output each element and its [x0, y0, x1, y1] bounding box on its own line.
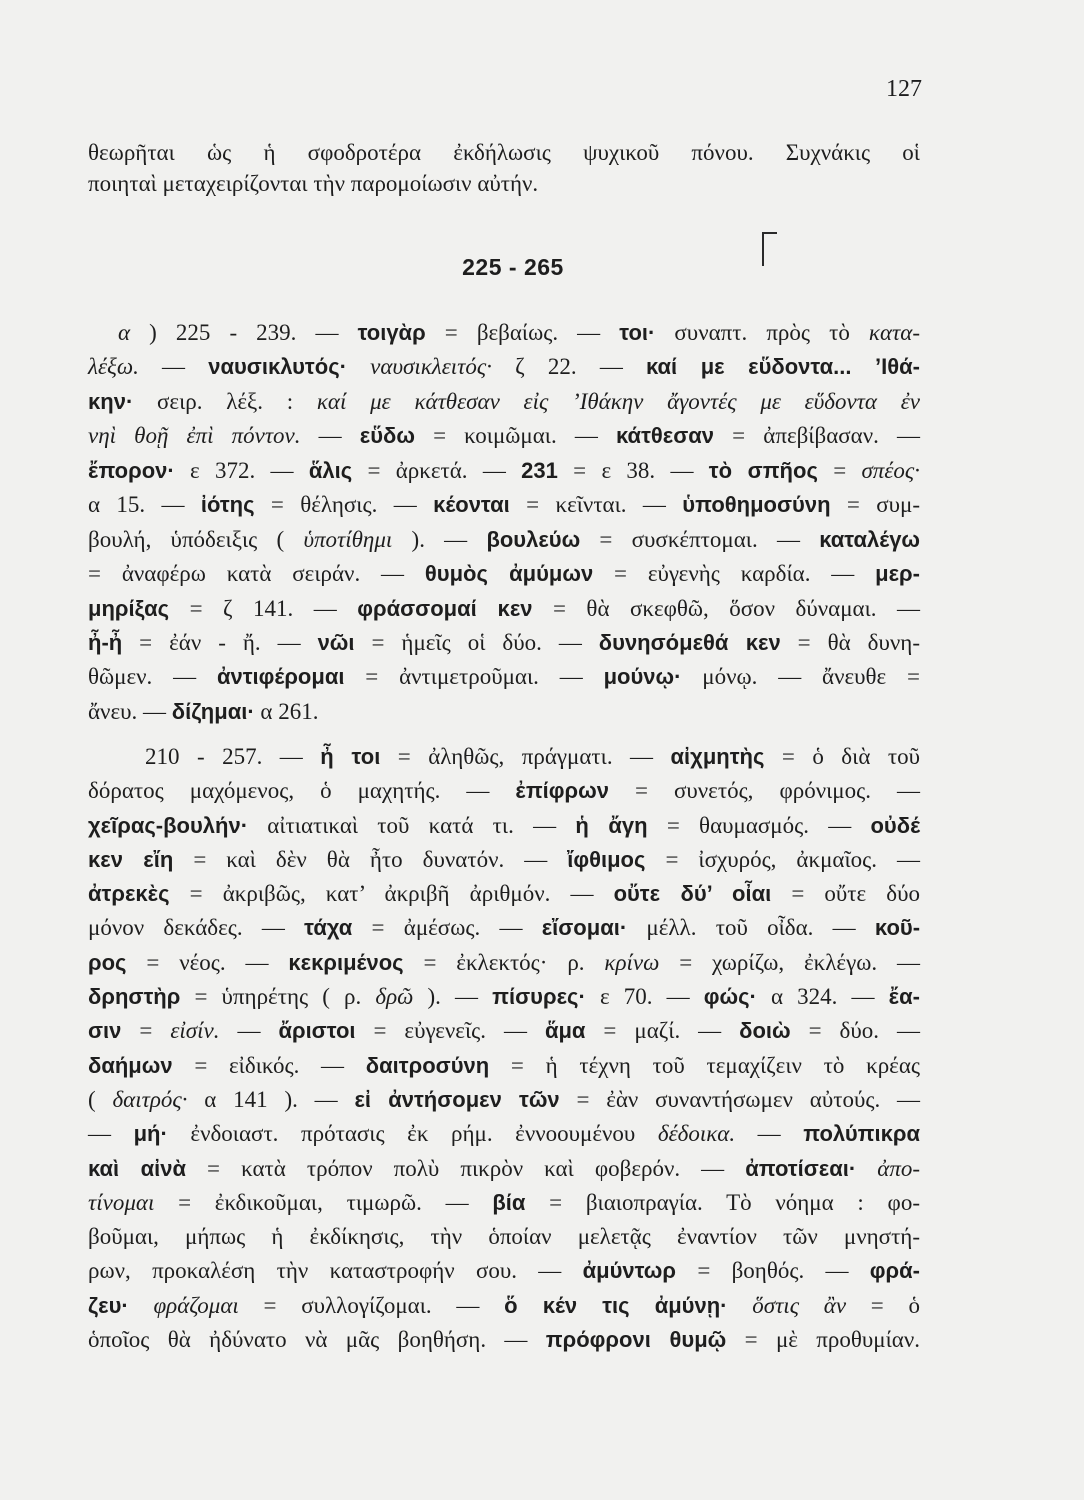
- text-run: —: [300, 423, 360, 449]
- text-run: σειρ. λέξ. :: [133, 388, 317, 414]
- text-run: = ὁ: [846, 1292, 921, 1318]
- italic-run: νηὶ θοῇ ἐπὶ πόντον.: [88, 423, 301, 449]
- text-run: = ἐκλεκτός· ρ.: [403, 949, 605, 975]
- text-line: [88, 168, 920, 199]
- headword: φώς·: [703, 984, 757, 1010]
- text-line: [88, 1186, 920, 1220]
- text-run: —: [219, 1018, 279, 1044]
- text-run: = θὰ δυνη-: [780, 629, 920, 655]
- headword: δαήμων: [88, 1052, 173, 1078]
- headword: ἅμα: [544, 1018, 586, 1044]
- headword: ἦ-ἦ: [88, 629, 123, 655]
- headword: ἐπίφρων: [515, 778, 609, 804]
- text-line: [88, 1049, 920, 1083]
- section-heading: 225 - 265: [462, 254, 564, 280]
- text-run: = εἰδικός. —: [172, 1052, 366, 1078]
- headword: ἦ τοι: [320, 744, 381, 769]
- text-line: [88, 740, 920, 774]
- text-run: ἄνευ. —: [88, 698, 172, 724]
- text-run: = καὶ δὲν θὰ ἦτο δυνατόν. —: [173, 846, 568, 872]
- headword: ἀμύντωρ: [582, 1258, 677, 1284]
- text-run: = ἀπεβίβασαν. —: [714, 423, 920, 449]
- text-run: δόρατος μαχόμενος, ὁ μαχητής. —: [88, 778, 516, 804]
- text-run: ). —: [413, 984, 493, 1010]
- text-run: ε 372. —: [174, 457, 309, 483]
- headword: μή·: [133, 1121, 168, 1147]
- headword: ἄριστοι: [278, 1018, 356, 1044]
- italic-run: κατα-: [868, 320, 920, 345]
- headword: τοιγὰρ: [357, 320, 426, 345]
- text-run: [856, 1156, 877, 1181]
- headword: κέονται: [433, 492, 510, 518]
- headword: πίσυρες·: [492, 984, 586, 1010]
- text-run: = ἀκριβῶς, κατ’ ἀκριβῆ ἀριθμόν. —: [169, 881, 614, 907]
- headword: ἀτρεκὲς: [88, 881, 170, 907]
- text-line: [88, 1117, 920, 1151]
- text-run: ε 70. —: [585, 984, 704, 1010]
- text-run: [727, 1293, 752, 1318]
- text-run: = δύο. —: [790, 1018, 920, 1044]
- text-run: = κατὰ τρόπον πολὺ πικρὸν καὶ φοβερόν. —: [186, 1155, 746, 1181]
- text-run: ὁποῖος θὰ ἠδύνατο νὰ μᾶς βοηθήση. —: [88, 1327, 546, 1353]
- text-run: = ὑπηρέτης ( ρ.: [180, 984, 376, 1010]
- notes-paragraph-b: [88, 740, 920, 1357]
- italic-run: δρῶ: [375, 984, 414, 1010]
- text-line: [88, 660, 920, 694]
- text-run: = ἐὰν συναντήσωμεν αὐτούς. —: [559, 1086, 920, 1112]
- text-line: [88, 774, 920, 808]
- margin-mark: [762, 232, 764, 266]
- italic-run: ὅστις ἂν: [752, 1292, 847, 1318]
- italic-run: α: [118, 320, 131, 345]
- text-run: ἐνδοιαστ. πρότασις ἐκ ρήμ. ἐννοουμένου: [167, 1121, 658, 1147]
- text-line: [88, 385, 920, 419]
- text-run: = ἀρκετά. —: [352, 457, 522, 483]
- headword: κάτθεσαν: [616, 423, 715, 449]
- text-run: = ἀναφέρω κατὰ σειράν. —: [88, 561, 425, 587]
- headword: εἰ ἀντήσομεν τῶν: [354, 1086, 560, 1112]
- headword: σιν: [88, 1018, 122, 1044]
- italic-run: ἀπο-: [877, 1155, 921, 1181]
- headword: τάχα: [304, 915, 353, 941]
- text-run: = ἡ τέχνη τοῦ τεμαχίζειν τὸ κρέας: [489, 1052, 920, 1078]
- italic-run: σπέος·: [861, 457, 920, 483]
- text-run: α 141 ). —: [187, 1086, 355, 1112]
- headword: δρηστὴρ: [88, 984, 181, 1010]
- headword: χεῖρας-βουλήν·: [88, 812, 249, 838]
- headword: ρος: [88, 949, 127, 975]
- italic-run: καί με κάτθεσαν εἰς ’Ιθάκην ἄγοντές με εὕδοντα ἐν: [316, 388, 920, 414]
- text-line: [88, 946, 920, 980]
- text-run: = συμ-: [830, 492, 920, 518]
- text-run: = συνετός, φρόνιμος. —: [608, 778, 920, 804]
- headword: καὶ αἰνὰ: [88, 1155, 186, 1181]
- text-run: = μαζί. —: [585, 1018, 740, 1044]
- headword: κεν εἴη: [88, 846, 174, 872]
- text-run: =: [817, 457, 862, 483]
- headword: δίζημαι·: [171, 698, 255, 724]
- headword: βουλεύω: [486, 526, 581, 552]
- text-run: = ε 38. —: [557, 457, 709, 483]
- text-line: [88, 350, 920, 384]
- text-line: [88, 557, 920, 591]
- text-run: α 324. —: [756, 984, 889, 1010]
- headword: μηρίξας: [88, 595, 170, 621]
- text-run: (: [88, 1086, 113, 1112]
- headword: εὕδω: [359, 423, 415, 449]
- headword: ὅ κέν τις ἀμύνῃ·: [504, 1292, 728, 1318]
- text-line: [88, 137, 920, 168]
- text-run: θεωρῆται ὡς ἡ σφοδροτέρα ἐκδήλωσις ψυχικοῦ πόνου. Συχνάκις οἱ: [88, 140, 920, 165]
- headword: ναυσικλυτός·: [208, 354, 347, 380]
- headword: θυμὸς ἀμύμων: [424, 561, 594, 587]
- headword: μούνῳ·: [603, 664, 682, 690]
- text-line: [88, 1254, 920, 1288]
- headword: τοι·: [619, 320, 656, 345]
- headword: ἅλις: [308, 457, 353, 483]
- text-run: = μὲ προθυμίαν.: [726, 1327, 920, 1353]
- headword: φράσσομαί κεν: [357, 595, 533, 621]
- text-run: = ἡμεῖς οἱ δύο. —: [354, 629, 599, 655]
- headword: τὸ σπῆος: [708, 457, 818, 483]
- italic-run: ὑποτίθημι: [303, 526, 393, 552]
- text-run: = ἐάν - ἤ. —: [122, 629, 318, 655]
- text-run: = χωρίζω, ἐκλέγω. —: [659, 949, 920, 975]
- headword: ἰότης: [200, 492, 255, 518]
- text-run: ) 225 - 239. —: [130, 320, 358, 345]
- text-run: αἰτιατικαὶ τοῦ κατά τι. —: [248, 812, 576, 838]
- italic-run: ναυσικλειτός·: [370, 354, 492, 380]
- italic-run: λέξω.: [88, 354, 139, 380]
- text-line: [88, 523, 920, 557]
- italic-run: τίνομαι: [88, 1189, 155, 1215]
- italic-run: δαιτρός·: [112, 1086, 188, 1112]
- text-run: μόνον δεκάδες. —: [88, 915, 305, 941]
- text-run: = ἰσχυρός, ἀκμαῖος. —: [645, 846, 920, 872]
- margin-mark: [762, 232, 777, 234]
- headword: ἀποτίσεαι·: [745, 1155, 857, 1181]
- italic-run: δέδοικα.: [657, 1121, 736, 1147]
- headword: ἡ ἄγη: [575, 812, 648, 838]
- text-line: [88, 419, 920, 453]
- text-run: = θὰ σκεφθῶ, ὅσον δύναμαι. —: [532, 595, 920, 621]
- headword: δυνησόμεθά κεν: [598, 629, 781, 655]
- text-run: [347, 354, 370, 379]
- text-run: = ἀντιμετροῦμαι. —: [344, 664, 604, 690]
- text-run: = ὁ διὰ τοῦ: [764, 744, 920, 769]
- text-run: ρων, προκαλέση τὴν καταστροφήν σου. —: [88, 1258, 583, 1284]
- headword: οὔτε δύ’ οἶαι: [613, 881, 772, 907]
- text-run: =: [121, 1018, 171, 1044]
- headword: ἴφθιμος: [567, 846, 646, 872]
- text-run: = συσκέπτομαι. —: [580, 526, 820, 552]
- text-line: [88, 911, 920, 945]
- headword: φρά-: [869, 1258, 920, 1284]
- headword: δαιτροσύνη: [365, 1052, 490, 1078]
- text-run: α 15. —: [88, 492, 201, 518]
- text-run: ποιηταὶ μεταχειρίζονται τὴν παρομοίωσιν αὐτήν.: [88, 171, 539, 196]
- text-run: —: [735, 1121, 804, 1147]
- text-run: ). —: [392, 526, 487, 552]
- text-run: = κεῖνται. —: [509, 492, 683, 518]
- text-run: = εὐγενὴς καρδία. —: [593, 561, 876, 587]
- text-run: βοῦμαι, μήπως ἡ ἐκδίκησις, τὴν ὁποίαν μελετᾷς ἐναντίον τῶν μνηστή-: [88, 1224, 920, 1250]
- text-run: ζ 22. —: [492, 354, 646, 380]
- headword: ἀντιφέρομαι: [216, 664, 345, 690]
- text-line: [88, 695, 920, 729]
- headword: κεκριμένος: [288, 949, 404, 975]
- text-run: = θαυμασμός. —: [647, 812, 871, 838]
- text-line: [88, 626, 920, 660]
- text-line: [88, 1220, 920, 1254]
- text-run: = συλλογίζομαι. —: [238, 1292, 505, 1318]
- italic-run: κρίνω: [604, 949, 660, 975]
- headword: ἔα-: [888, 984, 920, 1010]
- headword: 231: [521, 457, 558, 483]
- headword: καταλέγω: [819, 526, 921, 552]
- text-run: θῶμεν. —: [88, 664, 217, 690]
- headword: ζευ·: [88, 1292, 129, 1318]
- text-line: [88, 980, 920, 1014]
- headword: νῶι: [317, 629, 355, 655]
- text-run: = ἀμέσως. —: [352, 915, 542, 941]
- headword: πολύπικρα: [803, 1121, 921, 1147]
- text-run: = οὔτε δύο: [771, 881, 920, 907]
- text-run: = ζ 141. —: [169, 595, 358, 621]
- text-run: = θέλησις. —: [254, 492, 434, 518]
- text-run: = κοιμῶμαι. —: [414, 423, 617, 449]
- text-line: [88, 843, 920, 877]
- headword: ὑποθημοσύνη: [682, 492, 831, 518]
- text-run: = βιαιοπραγία. Τὸ νόημα : φο-: [525, 1189, 920, 1215]
- text-line: [88, 1289, 920, 1323]
- text-run: = βοηθός. —: [676, 1258, 870, 1284]
- text-run: συναπτ. πρὸς τὸ: [655, 320, 869, 345]
- headword: πρόφρονι θυμῷ: [545, 1327, 727, 1353]
- headword: αἰχμητὴς: [670, 744, 765, 769]
- headword: βία: [492, 1189, 526, 1215]
- text-line: [88, 1323, 920, 1357]
- headword: κοῦ-: [874, 915, 921, 941]
- italic-run: φράζομαι: [153, 1292, 239, 1318]
- headword: ἔπορον·: [88, 457, 175, 483]
- text-run: = νέος. —: [126, 949, 289, 975]
- headword: οὐδέ: [870, 812, 920, 838]
- text-line: [88, 1083, 920, 1117]
- headword: εἴσομαι·: [541, 915, 628, 941]
- italic-run: εἰσίν.: [170, 1018, 220, 1044]
- text-run: —: [88, 1121, 134, 1147]
- text-run: μόνῳ. — ἄνευθε =: [681, 664, 921, 690]
- text-run: βουλή, ὑπόδειξις (: [88, 526, 304, 552]
- text-run: = ἀληθῶς, πράγματι. —: [380, 744, 671, 769]
- text-line: [88, 809, 920, 843]
- text-line: [88, 316, 920, 350]
- text-line: [88, 1014, 920, 1048]
- headword: δοιὼ: [739, 1018, 791, 1044]
- text-run: = ἐκδικοῦμαι, τιμωρῶ. —: [154, 1189, 493, 1215]
- headword: μερ-: [875, 561, 920, 587]
- text-run: —: [138, 354, 209, 380]
- headword: καί με εὕδοντα... ’Ιθά-: [646, 354, 920, 380]
- text-line: [88, 592, 920, 626]
- text-line: [88, 1152, 920, 1186]
- text-line: [88, 488, 920, 522]
- text-run: 210 - 257. —: [145, 744, 321, 769]
- text-run: μέλλ. τοῦ οἶδα. —: [627, 915, 875, 941]
- text-line: [88, 877, 920, 911]
- text-run: [129, 1293, 154, 1318]
- text-run: = βεβαίως. —: [425, 320, 620, 345]
- intro-paragraph: [88, 137, 920, 199]
- text-run: = εὐγενεῖς. —: [355, 1018, 545, 1044]
- notes-paragraph-a: [88, 316, 920, 729]
- page-number: 127: [886, 76, 922, 102]
- text-run: α 261.: [254, 698, 319, 724]
- headword: κην·: [88, 388, 134, 414]
- text-line: [88, 454, 920, 488]
